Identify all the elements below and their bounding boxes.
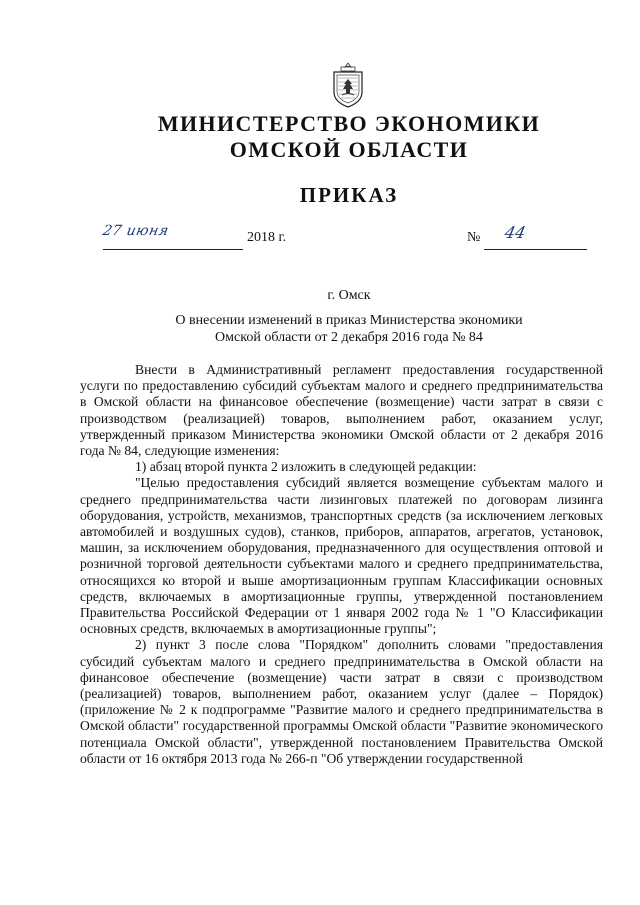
date-year: 2018 г. xyxy=(247,230,287,245)
subject-line1: О внесении изменений в приказ Министерства экономики xyxy=(175,313,523,328)
ministry-name-line2: ОМСКОЙ ОБЛАСТИ xyxy=(229,137,469,162)
body-paragraph-item1: 1) абзац второй пункта 2 изложить в следующей редакции: xyxy=(135,459,477,475)
handwritten-date: 27 июня xyxy=(101,223,171,239)
body-paragraph-intro: Внести в Административный регламент предоставления государственной услуги по предоставлению субсидий субъектам малого и среднего предпринимательства в Омской области на финансовое обеспечение (возмещение) части затрат в связи с производством (реализацией) товаров, выполнением работ, оказанием услуг, утвержденный приказом Министерства экономики Омской области от 2 декабря 2016 года № 84, следующие изменения: xyxy=(80,362,603,459)
number-label: № xyxy=(467,230,481,245)
ministry-name-line1: МИНИСТЕРСТВО ЭКОНОМИКИ xyxy=(157,111,541,136)
subject-line2: Омской области от 2 декабря 2016 года № 84 xyxy=(215,330,483,345)
document-type-title: ПРИКАЗ xyxy=(299,183,399,207)
city-name: г. Омск xyxy=(327,288,371,303)
body-paragraph-item2: 2) пункт 3 после слова "Порядком" дополнить словами "предоставления субсидий субъектам малого и среднего предпринимательства в Омской области на финансовое обеспечение (возмещение) части затрат в связи с производством (реализацией) товаров, выполнением работ, оказанием услуг (далее – Порядок) (приложение № 2 к подпрограмме "Развитие малого и среднего предпринимательства в Омской области" государственной программы Омской области "Развитие экономического потенциала Омской области", утвержденной постановлением Правительства Омской области от 16 октября 2013 года № 266-п "Об утверждении государственной xyxy=(80,637,603,766)
handwritten-number: 44 xyxy=(502,223,528,242)
number-underline xyxy=(484,229,587,250)
document-subject xyxy=(80,312,618,346)
document-body xyxy=(80,362,603,767)
body-paragraph-quote: "Целью предоставления субсидий является возмещение субъектам малого и среднего предпринимательства части лизинговых платежей по договорам лизинга оборудования, устройств, механизмов, транспортных средств (за исключением легковых автомобилей и воздушных судов), станков, приборов, аппаратов, агрегатов, установок, машин, за исключением оборудования, предназначенного для осуществления оптовой и розничной торговой деятельности субъектами малого и среднего предпринимательства, относящихся ко второй и выше амортизационным группам Классификации основных средств, включаемых в амортизационные группы, утвержденной постановлением Правительства Российской Федерации от 1 января 2002 года № 1 "О Классификации основных средств, включаемых в амортизационные группы"; xyxy=(80,475,603,637)
coat-of-arms-icon xyxy=(331,62,365,108)
